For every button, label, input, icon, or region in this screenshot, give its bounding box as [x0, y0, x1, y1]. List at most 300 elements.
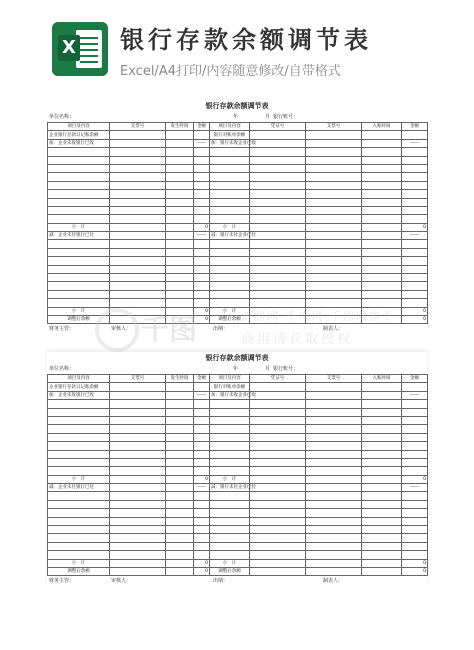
table-row [48, 567, 428, 575]
column-header: 支票号 [306, 123, 362, 131]
table-cell [166, 198, 194, 206]
table-cell [402, 215, 428, 223]
right-balance-label: 银行对账单余额 [210, 383, 250, 391]
finance-supervisor-label: 财务主管： [49, 578, 75, 585]
subtotal-label: 小 计 [48, 223, 110, 231]
table-cell [48, 248, 110, 256]
cashier-label: 出纳： [213, 578, 229, 585]
sheet-footer [47, 576, 427, 586]
table-cell [402, 458, 428, 466]
table-cell [194, 274, 210, 282]
dash-cell: —— [402, 484, 428, 492]
table-cell [48, 257, 110, 265]
column-header: 金额 [402, 375, 428, 383]
table-cell [194, 425, 210, 433]
table-cell [250, 526, 306, 534]
table-cell [194, 148, 210, 156]
table-cell [362, 290, 402, 298]
table-row [48, 123, 428, 131]
reviewer-label: 审核人： [111, 578, 132, 585]
table-cell [194, 240, 210, 248]
table-row [48, 215, 428, 223]
table-cell [194, 500, 210, 508]
table-cell [362, 542, 402, 550]
table-cell [210, 299, 250, 307]
table-cell [402, 274, 428, 282]
table-cell [210, 198, 250, 206]
table-cell [166, 383, 194, 391]
column-header: 入账时间 [362, 375, 402, 383]
table-row [48, 534, 428, 542]
table-cell [402, 383, 428, 391]
table-cell [306, 131, 362, 139]
table-cell [306, 484, 362, 492]
table-cell [362, 223, 402, 231]
table-cell [306, 458, 362, 466]
table-cell [306, 248, 362, 256]
table-row [48, 559, 428, 567]
table-cell [48, 416, 110, 424]
table-cell [306, 425, 362, 433]
table-cell [166, 299, 194, 307]
table-cell [306, 559, 362, 567]
table-cell [210, 416, 250, 424]
sheet-title: 银行存款余额调节表 [205, 102, 269, 110]
table-cell [166, 500, 194, 508]
table-cell [166, 416, 194, 424]
table-row [48, 391, 428, 399]
table-cell [110, 391, 166, 399]
table-cell [194, 248, 210, 256]
table-cell [166, 517, 194, 525]
table-row [48, 425, 428, 433]
table-row [48, 542, 428, 550]
table-cell [110, 307, 166, 315]
table-cell [210, 425, 250, 433]
table-cell [402, 265, 428, 273]
table-cell [110, 383, 166, 391]
table-cell [306, 299, 362, 307]
table-cell [166, 492, 194, 500]
table-cell [306, 400, 362, 408]
table-cell [210, 492, 250, 500]
table-cell [362, 442, 402, 450]
table-cell [210, 290, 250, 298]
dash-cell: —— [194, 232, 210, 240]
table-cell [166, 164, 194, 172]
left-subtract-label: 减：企业未付银行已付 [48, 484, 110, 492]
subtotal-label: 小 计 [48, 307, 110, 315]
left-subtract-label: 减：企业未付银行已付 [48, 232, 110, 240]
table-cell [402, 542, 428, 550]
page-subtitle: Excel/A4打印/内容随意修改/自带格式 [120, 64, 341, 79]
table-cell [110, 290, 166, 298]
table-cell [250, 551, 306, 559]
dash-cell: —— [194, 391, 210, 399]
table-cell [362, 164, 402, 172]
table-cell [194, 442, 210, 450]
table-cell [402, 206, 428, 214]
table-cell [402, 198, 428, 206]
table-cell [166, 215, 194, 223]
watermark-line-2: 商用请获取授权 [241, 332, 354, 347]
table-cell [362, 265, 402, 273]
cashier-label: 出纳： [213, 326, 229, 333]
table-cell [362, 534, 402, 542]
table-cell [110, 148, 166, 156]
table-cell [210, 534, 250, 542]
subtotal-value: 0 [194, 307, 210, 315]
table-cell [166, 282, 194, 290]
table-cell [362, 232, 402, 240]
table-cell [402, 282, 428, 290]
watermark-brand: 千图 [141, 313, 198, 346]
table-cell [362, 383, 402, 391]
adjusted-balance-value: 0 [194, 315, 210, 323]
table-cell [250, 173, 306, 181]
table-cell [110, 450, 166, 458]
table-cell [362, 500, 402, 508]
table-cell [210, 458, 250, 466]
reviewer-label: 审核人： [111, 326, 132, 333]
table-cell [250, 164, 306, 172]
table-cell [210, 400, 250, 408]
table-cell [110, 467, 166, 475]
table-cell [250, 299, 306, 307]
table-row [48, 375, 428, 383]
table-row [48, 148, 428, 156]
table-cell [362, 467, 402, 475]
table-cell [110, 442, 166, 450]
left-balance-label: 企业银行存款日记账余额 [48, 383, 110, 391]
table-cell [194, 542, 210, 550]
table-row [48, 265, 428, 273]
table-cell [306, 526, 362, 534]
table-cell [166, 265, 194, 273]
table-cell [306, 232, 362, 240]
table-row [48, 223, 428, 231]
table-cell [250, 232, 306, 240]
table-cell [306, 240, 362, 248]
table-cell [306, 517, 362, 525]
table-cell [48, 274, 110, 282]
table-cell [166, 240, 194, 248]
table-cell [402, 467, 428, 475]
table-cell [48, 282, 110, 290]
table-cell [110, 223, 166, 231]
table-cell [48, 181, 110, 189]
table-cell [362, 307, 402, 315]
table-cell [166, 274, 194, 282]
table-cell [194, 517, 210, 525]
table-cell [362, 206, 402, 214]
table-cell [194, 131, 210, 139]
table-cell [194, 408, 210, 416]
table-cell [250, 442, 306, 450]
table-cell [306, 223, 362, 231]
table-cell [110, 500, 166, 508]
table-cell [250, 131, 306, 139]
table-cell [110, 232, 166, 240]
table-cell [306, 139, 362, 147]
table-cell [166, 526, 194, 534]
column-header: 支票号 [110, 375, 166, 383]
table-cell [110, 484, 166, 492]
table-cell [166, 139, 194, 147]
table-cell [362, 148, 402, 156]
table-cell [250, 509, 306, 517]
table-cell [194, 492, 210, 500]
finance-supervisor-label: 财务主管： [49, 326, 75, 333]
table-cell [48, 173, 110, 181]
table-cell [194, 551, 210, 559]
table-row [48, 383, 428, 391]
month-label: 月 [265, 114, 271, 120]
table-cell [194, 257, 210, 265]
table-cell [166, 400, 194, 408]
table-cell [210, 148, 250, 156]
table-cell [402, 181, 428, 189]
table-cell [48, 433, 110, 441]
table-cell [48, 526, 110, 534]
table-cell [210, 450, 250, 458]
table-cell [166, 425, 194, 433]
table-cell [48, 198, 110, 206]
table-cell [110, 164, 166, 172]
reconciliation-sheet-preview-2 [47, 352, 427, 586]
table-cell [306, 148, 362, 156]
table-cell [306, 198, 362, 206]
subtotal-value: 0 [402, 223, 428, 231]
table-cell [306, 156, 362, 164]
table-cell [110, 206, 166, 214]
table-cell [166, 408, 194, 416]
table-cell [110, 509, 166, 517]
table-cell [250, 274, 306, 282]
table-cell [306, 290, 362, 298]
table-cell [166, 534, 194, 542]
table-cell [250, 290, 306, 298]
table-cell [110, 240, 166, 248]
table-cell [250, 223, 306, 231]
table-cell [250, 416, 306, 424]
table-cell [250, 567, 306, 575]
table-cell [362, 408, 402, 416]
table-cell [194, 467, 210, 475]
table-cell [250, 190, 306, 198]
table-cell [110, 433, 166, 441]
table-cell [362, 551, 402, 559]
subtotal-value: 0 [194, 475, 210, 483]
table-cell [210, 190, 250, 198]
table-cell [210, 181, 250, 189]
table-cell [48, 492, 110, 500]
table-row [48, 484, 428, 492]
table-cell [402, 164, 428, 172]
year-label: 年 [233, 366, 239, 372]
table-cell [110, 475, 166, 483]
adjusted-balance-label: 调整后余额 [210, 315, 250, 323]
table-row [48, 173, 428, 181]
table-cell [306, 307, 362, 315]
table-cell [362, 282, 402, 290]
table-cell [194, 450, 210, 458]
excel-x-letter: X [58, 35, 80, 61]
subtotal-label: 小 计 [48, 475, 110, 483]
table-cell [402, 290, 428, 298]
table-cell [194, 526, 210, 534]
table-cell [166, 148, 194, 156]
column-header: 项目及内容 [210, 123, 250, 131]
table-cell [48, 517, 110, 525]
table-cell [250, 181, 306, 189]
table-cell [110, 315, 166, 323]
table-cell [250, 315, 306, 323]
reconciliation-sheet-preview-1 [47, 100, 427, 334]
table-cell [250, 206, 306, 214]
sheet-meta-row [47, 364, 427, 374]
table-cell [110, 458, 166, 466]
table-cell [306, 257, 362, 265]
table-cell [48, 400, 110, 408]
table-cell [194, 190, 210, 198]
table-row [48, 257, 428, 265]
table-row [48, 131, 428, 139]
table-cell [166, 156, 194, 164]
table-cell [210, 206, 250, 214]
subtotal-value: 0 [402, 307, 428, 315]
subtotal-value: 0 [194, 559, 210, 567]
table-cell [306, 391, 362, 399]
table-cell [362, 131, 402, 139]
table-cell [250, 265, 306, 273]
table-cell [306, 282, 362, 290]
unit-name-label: 单位名称： [49, 366, 75, 372]
table-cell [306, 315, 362, 323]
left-add-label: 加：企业未收银行已收 [48, 391, 110, 399]
table-cell [402, 299, 428, 307]
table-cell [306, 274, 362, 282]
adjusted-balance-value: 0 [402, 567, 428, 575]
table-cell [402, 442, 428, 450]
table-cell [362, 391, 402, 399]
sheet-title: 银行存款余额调节表 [205, 354, 269, 362]
table-cell [210, 173, 250, 181]
table-cell [402, 526, 428, 534]
page-title: 银行存款余额调节表 [120, 26, 372, 54]
table-cell [166, 315, 194, 323]
subtotal-label: 小 计 [210, 475, 250, 483]
right-subtract-label: 减：银行未付企业已付 [211, 233, 256, 239]
table-cell [210, 156, 250, 164]
dash-cell: —— [194, 484, 210, 492]
table-cell [166, 307, 194, 315]
table-cell [362, 526, 402, 534]
table-cell [110, 248, 166, 256]
table-cell [306, 534, 362, 542]
table-cell [250, 400, 306, 408]
table-cell [110, 526, 166, 534]
table-cell [362, 198, 402, 206]
table-cell [110, 181, 166, 189]
unit-name-label: 单位名称： [49, 114, 75, 120]
table-cell [250, 257, 306, 265]
left-balance-label: 企业银行存款日记账余额 [48, 131, 110, 139]
table-cell [250, 383, 306, 391]
table-cell [362, 433, 402, 441]
table-cell [250, 500, 306, 508]
table-cell [166, 223, 194, 231]
table-cell [166, 433, 194, 441]
table-cell [402, 416, 428, 424]
table-cell [362, 400, 402, 408]
preparer-label: 制表人： [323, 326, 344, 333]
table-cell [210, 240, 250, 248]
table-cell [402, 408, 428, 416]
column-header: 金额 [194, 375, 210, 383]
table-cell [402, 551, 428, 559]
table-cell [110, 492, 166, 500]
table-cell [306, 408, 362, 416]
subtotal-label: 小 计 [48, 559, 110, 567]
table-cell [194, 416, 210, 424]
page-header [0, 0, 474, 92]
table-cell [362, 425, 402, 433]
table-cell [48, 425, 110, 433]
table-cell [194, 509, 210, 517]
table-cell [210, 215, 250, 223]
table-cell [48, 156, 110, 164]
table-cell [166, 173, 194, 181]
table-cell [166, 232, 194, 240]
sheet-footer [47, 324, 427, 334]
table-cell [48, 500, 110, 508]
table-cell [48, 215, 110, 223]
adjusted-balance-label: 调整后余额 [48, 567, 110, 575]
table-cell [166, 567, 194, 575]
adjusted-balance-label: 调整后余额 [210, 567, 250, 575]
table-cell [306, 215, 362, 223]
sheet-meta-row [47, 112, 427, 122]
table-cell [250, 307, 306, 315]
table-cell [194, 383, 210, 391]
table-row [48, 442, 428, 450]
table-cell [250, 534, 306, 542]
table-cell [194, 173, 210, 181]
table-cell [194, 458, 210, 466]
table-cell [402, 492, 428, 500]
table-cell [362, 475, 402, 483]
table-cell [306, 551, 362, 559]
table-cell [110, 131, 166, 139]
subtotal-label: 小 计 [210, 223, 250, 231]
table-cell [210, 408, 250, 416]
table-row [48, 517, 428, 525]
table-cell [306, 500, 362, 508]
table-cell [210, 248, 250, 256]
table-cell [194, 534, 210, 542]
table-row [48, 282, 428, 290]
right-balance-label: 银行对账单余额 [210, 131, 250, 139]
table-row [48, 164, 428, 172]
table-cell [402, 400, 428, 408]
table-cell [210, 265, 250, 273]
adjusted-balance-label: 调整后余额 [48, 315, 110, 323]
table-cell [250, 240, 306, 248]
table-cell [110, 282, 166, 290]
table-row [48, 156, 428, 164]
table-cell [166, 475, 194, 483]
